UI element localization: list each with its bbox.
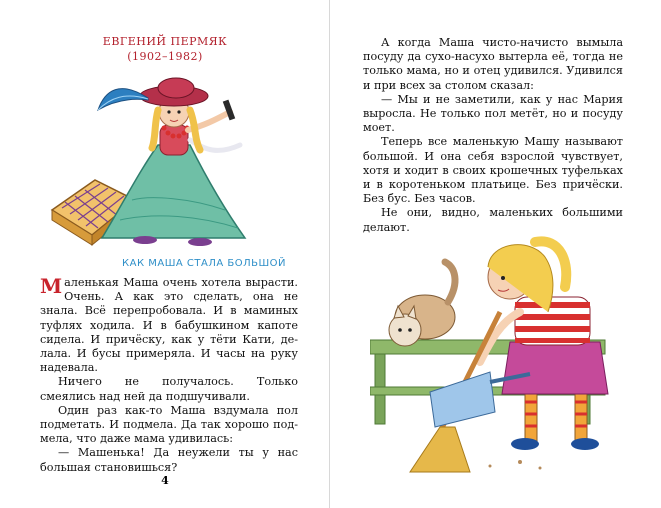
story-title: КАК МАША СТАЛА БОЛЬШОЙ (122, 258, 287, 269)
paragraph-text: аленькая Маша очень хотела вырасти. Очень. А как это сделать, она не знала. Всё перепробовала. И в маминых туфлях ходила. И в бабушкином капоте сидела. И причёску, как у тёти Кати, делала. И бусы примеряла. И часы на руку надевала. (40, 276, 298, 375)
paragraph: — Машенька! Да неужели ты у нас большая становишься? (40, 446, 298, 474)
illustration-girl-dressing-up (40, 70, 270, 248)
author-heading (0, 34, 330, 64)
paragraph (40, 276, 298, 375)
author-years: (1902–1982) (127, 50, 203, 63)
right-story-text (363, 36, 623, 235)
paragraph: Не они, видно, маленьких большими делают. (363, 206, 623, 234)
drop-cap: М (40, 274, 63, 298)
author-name: ЕВГЕНИЙ ПЕРМЯК (102, 35, 228, 48)
left-story-text (40, 276, 298, 475)
paragraph: Ничего не получалось. Только смеялись над ней да подшучивали. (40, 375, 298, 403)
paragraph: Теперь все маленькую Машу называют большой. И она себя взрослой чувствует, хотя и ходит в своих крошечных туфельках и в коротеньком платьице. Без причёски. Без бус. Без часов. (363, 135, 623, 206)
left-page (0, 0, 330, 508)
page-number: 4 (161, 474, 169, 487)
paragraph: А когда Маша чисто-начисто вымыла посуду да сухо-насухо вытерла её, тогда не только мама, но и отец удивился. Удивился и при всех за столом сказал: (363, 36, 623, 92)
illustration-girl-sweeping (370, 222, 630, 480)
paragraph: — Мы и не заметили, как у нас Мария выросла. Не только пол метёт, но и посуду моет. (363, 92, 623, 135)
paragraph: Один раз как-то Маша вздумала пол подметать. И подмела. Да так хорошо подмела, что даже мама удивилась: (40, 403, 298, 446)
